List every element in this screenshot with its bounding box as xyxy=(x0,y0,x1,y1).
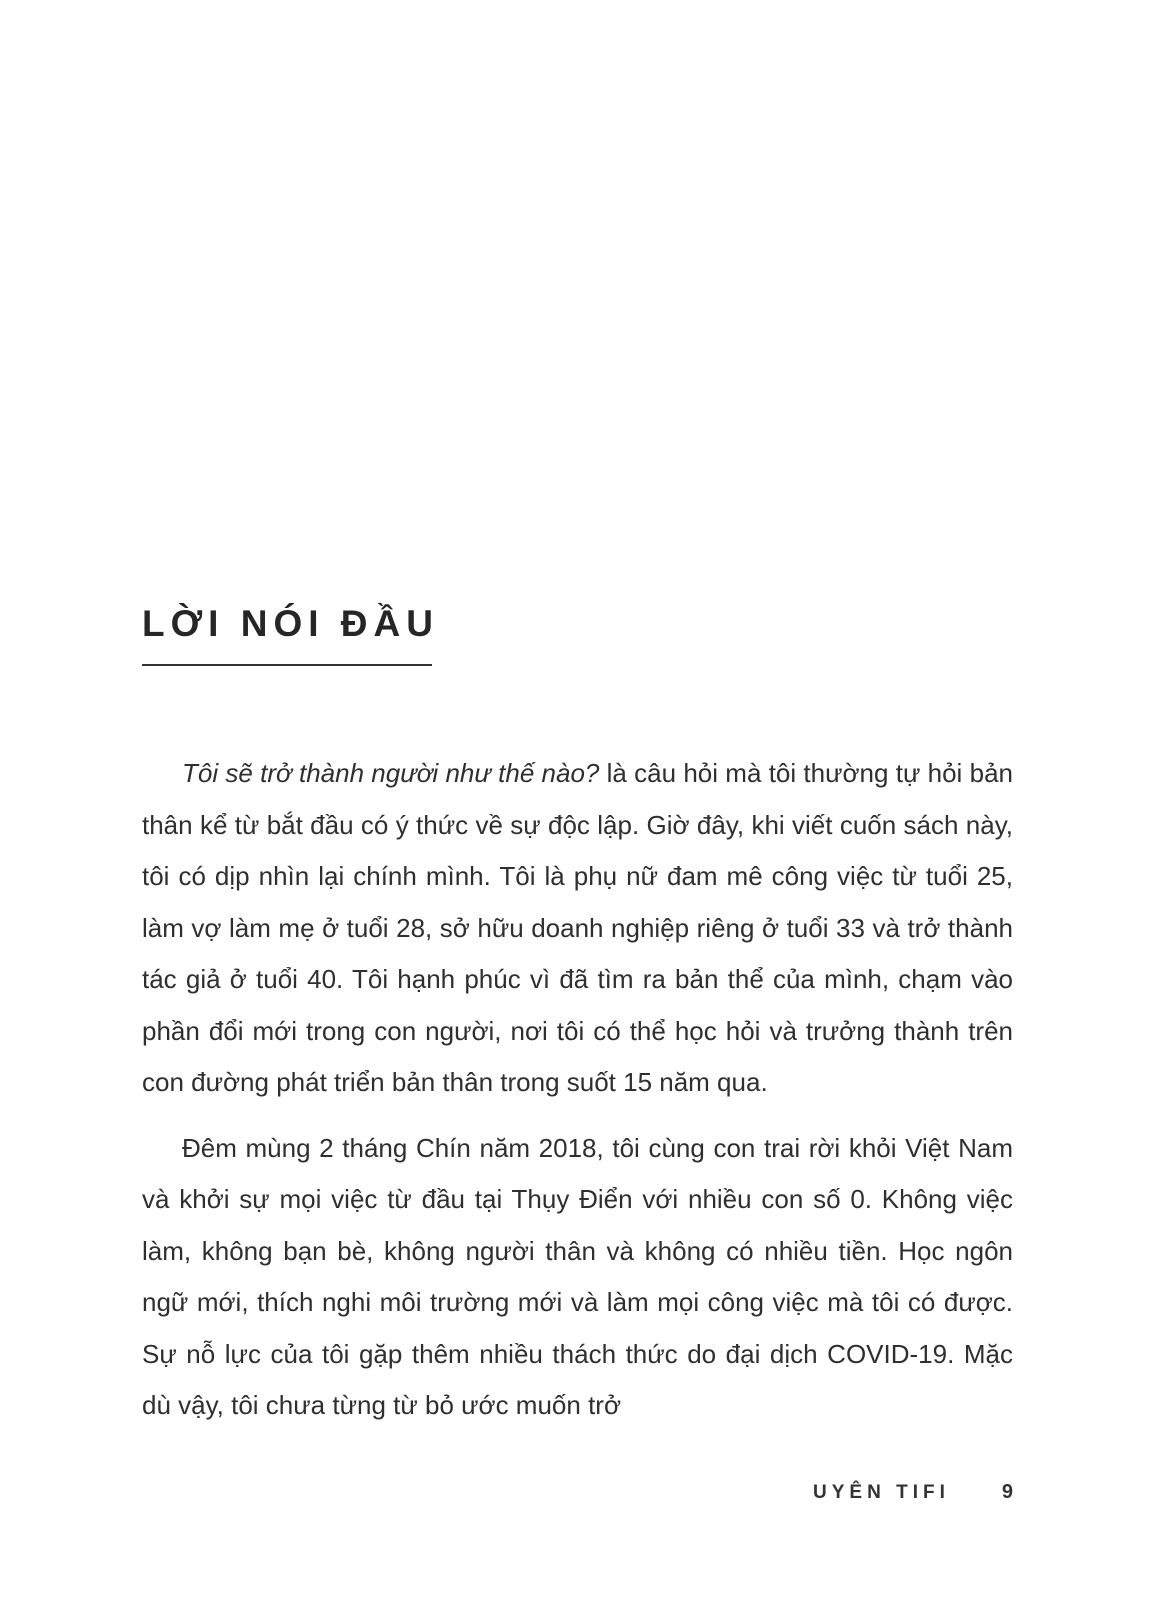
title-underline xyxy=(142,664,432,666)
body-text xyxy=(142,748,1013,1432)
paragraph-1-italic-question: Tôi sẽ trở thành người như thế nào? xyxy=(182,758,600,788)
chapter-heading xyxy=(142,603,439,666)
paragraph-2-text: Đêm mùng 2 tháng Chín năm 2018, tôi cùng con trai rời khỏi Việt Nam và khởi sự mọi việc từ đầu tại Thụy Điển với nhiều con số 0. Không việc làm, không bạn bè, không người thân và không có nhiều tiền. Học ngôn ngữ mới, thích nghi môi trường mới và làm mọi công việc mà tôi có được. Sự nỗ lực của tôi gặp thêm nhiều thách thức do đại dịch COVID-19. Mặc dù vậy, tôi chưa từng từ bỏ ước muốn trở xyxy=(142,1132,1013,1420)
paragraph-1-text: là câu hỏi mà tôi thường tự hỏi bản thân kể từ bắt đầu có ý thức về sự độc lập. Giờ đây, khi viết cuốn sách này, tôi có dịp nhìn lại chính mình. Tôi là phụ nữ đam mê công việc từ tuổi 25, làm vợ làm mẹ ở tuổi 28, sở hữu doanh nghiệp riêng ở tuổi 33 và trở thành tác giả ở tuổi 40. Tôi hạnh phúc vì đã tìm ra bản thể của mình, chạm vào phần đổi mới trong con người, nơi tôi có thể học hỏi và trưởng thành trên con đường phát triển bản thân trong suốt 15 năm qua. xyxy=(142,758,1013,1097)
running-header-author: UYÊN TIFI xyxy=(813,1482,950,1503)
paragraph-2 xyxy=(142,1123,1013,1432)
chapter-title: LỜI NÓI ĐẦU xyxy=(142,603,439,644)
page-number: 9 xyxy=(1001,1481,1013,1503)
paragraph-1 xyxy=(142,748,1013,1109)
page-footer xyxy=(0,1481,1013,1504)
